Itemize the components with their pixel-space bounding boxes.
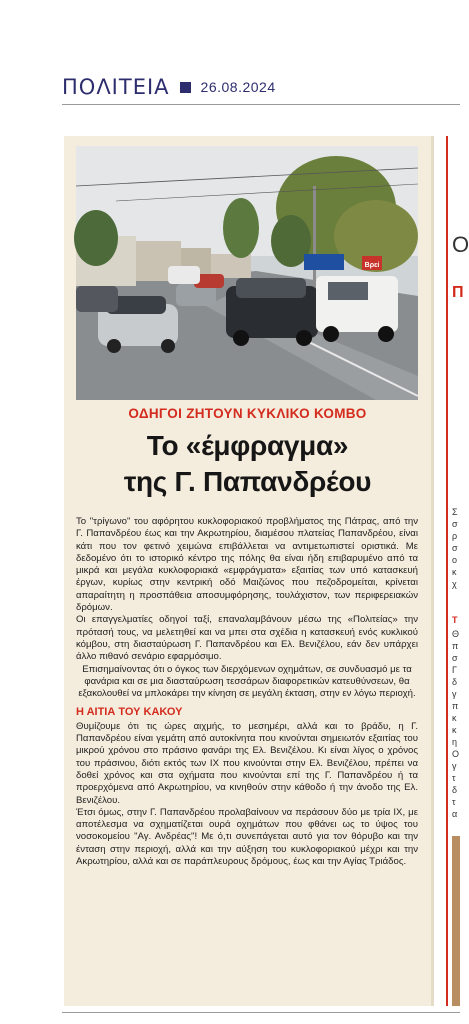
- side-letter: ρ: [452, 531, 458, 541]
- title-line-2: της Γ. Παπανδρέου: [123, 466, 372, 497]
- side-letter: γ: [452, 689, 457, 699]
- street-photo-icon: [76, 146, 418, 400]
- side-photo-edge: [452, 836, 460, 1006]
- adjacent-article-edge: [440, 136, 469, 1006]
- side-letter: σ: [452, 653, 458, 663]
- side-letter: κ: [452, 725, 457, 735]
- side-letter: π: [452, 641, 459, 651]
- side-letter: Θ: [452, 629, 460, 639]
- side-letter: σ: [452, 519, 458, 529]
- photo-sign-text: Βρεί: [364, 262, 380, 269]
- side-letter: η: [452, 737, 458, 747]
- header-divider: [62, 104, 460, 105]
- issue-date: 26.08.2024: [200, 79, 276, 95]
- side-letter: τ: [452, 797, 456, 807]
- side-divider: [446, 136, 448, 1006]
- side-letter: δ: [452, 785, 458, 795]
- side-heading-fragment: Ο: [452, 232, 469, 257]
- side-letter: χ: [452, 579, 457, 589]
- paragraph-4: Θυμίζουμε ότι τις ώρες αιχμής, το μεσημέρι, αλλά και το βράδυ, η Γ. Παπανδρέου είναι γεμάτη από αυτοκίνητα που κινούνται σημειωτόν εξαιτίας του μικρού χρόνου στο πράσινο φανάρι της Ελ. Βενιζέλου. Κι είναι λίγος ο χρόνος του πράσινου, διότι εκτός των ΙΧ που κινούνται στην Ελ. Βενιζέλου, πρέπει να δοθεί χρόνος και στα οχήματα που κινούνται επί της Γ. Παπανδρέου ή τα προερχόμενα από Ακρωτηρίου, να κινηθούν στην κάθοδο ή την άνοδο της Ελ. Βενιζέλου.: [76, 720, 418, 806]
- side-letter: κ: [452, 567, 457, 577]
- article-body: [76, 516, 418, 868]
- paragraph-5: Έτσι όμως, στην Γ. Παπανδρέου προλαβαίνουν να περάσουν δύο με τρία ΙΧ, με αποτέλεσμα να σχηματίζεται ουρά οχημάτων που φθάνει ως το ύψος του νοσοκομείου "Αγ. Ανδρέας"! Με ό,τι συνεπάγεται αυτό για τον θόρυβο και την ένταση στην περιοχή, αλλά και την αύξηση του κυκλοφοριακού μέχρι και την Ακρωτηρίου, αλλά και σε παράπλευρους δρόμους, έως και την Αγίας Τριάδος.: [76, 806, 418, 868]
- side-letter: Ο: [452, 749, 460, 759]
- footer-divider: [62, 1012, 460, 1013]
- article-title: [64, 428, 431, 500]
- side-red-letter: Τ: [452, 615, 458, 625]
- subhead: Η ΑΙΤΙΑ ΤΟΥ ΚΑΚΟΥ: [76, 706, 183, 719]
- title-line-1: Το «έμφραγμα»: [146, 430, 349, 461]
- side-letter: α: [452, 809, 458, 819]
- side-letter: σ: [452, 543, 458, 553]
- side-letter: δ: [452, 677, 458, 687]
- side-letter: τ: [452, 773, 456, 783]
- side-red-fragment: Π: [452, 284, 464, 301]
- paragraph-2: Οι επαγγελματίες οδηγοί ταξί, επαναλαμβάνουν μέσω της «Πολιτείας» την πρότασή τους, να μελετηθεί και να μπει στα σχέδια η κατασκευή ενός κυκλικού κόμβου, στη διασταύρωση Γ. Παπανδρέου και Ελ. Βενιζέλου, εάν δεν υπάρχει άλλο πιθανό σενάριο εφαρμόσιμο.: [76, 614, 418, 663]
- side-letter: π: [452, 701, 459, 711]
- article-panel: [64, 136, 434, 1006]
- side-letter: κ: [452, 713, 457, 723]
- paragraph-1: Το "τρίγωνο" του αφόρητου κυκλοφοριακού προβλήματος της Πάτρας, από την Γ. Παπανδρέου έως και την Ακρωτηρίου, διαμέσου πλατείας Παπανδρέου, είναι κάτι που τον φετινό χειμώνα επιβάλλεται να αντιμετωπιστεί οριστικά. Με δεδομένο ότι το ιστορικό κέντρο της πόλης θα είναι ήδη επιβαρυμένο από τα μικρά και μεγάλα κυκλοφοριακά «εμφράγματα» εξαιτίας των υπό κατασκευή έργων, κυρίως στην κεντρική οδό Μαιζώνος που πεζοδρομείται, κρίνεται απαραίτητη η προσπάθεια αποσυμφόρησης, τουλάχιστον, των περιφερειακών δρόμων.: [76, 516, 418, 614]
- article-kicker: ΟΔΗΓΟΙ ΖΗΤΟΥΝ ΚΥΚΛΙΚΟ ΚΟΜΒΟ: [128, 406, 367, 421]
- square-icon: [180, 82, 191, 93]
- page-header: [62, 72, 460, 102]
- article-photo: [76, 146, 418, 400]
- side-letter: γ: [452, 761, 457, 771]
- side-letter: Σ: [452, 507, 458, 517]
- paragraph-3: Επισημαίνοντας ότι ο όγκος των διερχόμενων οχημάτων, σε συνδυασμό με τα φανάρια και σε μια διασταύρωση τεσσάρων διαφορετικών κατευθύνσεων, θα εξακολουθεί να μπλοκάρει την κίνηση σε μεγάλη έκταση, στην εν λόγω περιοχή.: [78, 663, 416, 700]
- section-name: ΠΟΛΙΤΕΙΑ: [62, 75, 170, 99]
- side-letter: Γ: [452, 665, 457, 675]
- side-letter: ο: [452, 555, 458, 565]
